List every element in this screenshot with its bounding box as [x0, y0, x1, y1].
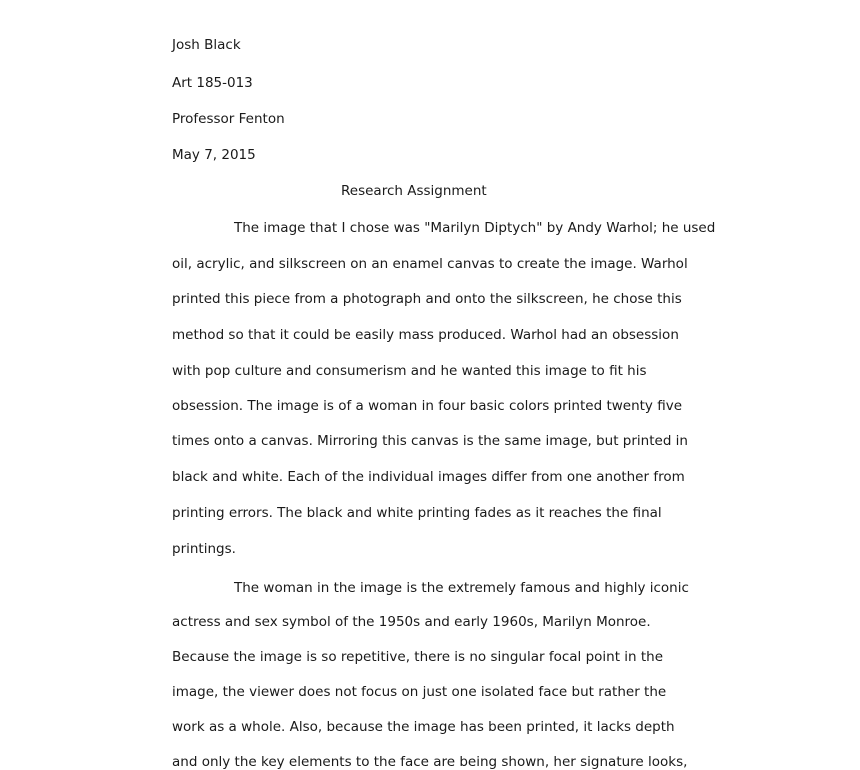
paragraph-1-line-8: black and white. Each of the individual images differ from one another from [172, 469, 685, 485]
paragraph-1-line-9: printing errors. The black and white printing fades as it reaches the final [172, 505, 662, 521]
paragraph-1-line-4: method so that it could be easily mass produced. Warhol had an obsession [172, 327, 679, 343]
document-title: Research Assignment [341, 183, 487, 199]
assignment-date: May 7, 2015 [172, 147, 256, 163]
paragraph-2-line-1: The woman in the image is the extremely famous and highly iconic [234, 580, 689, 596]
paragraph-1-line-10: printings. [172, 541, 236, 557]
paragraph-1-line-2: oil, acrylic, and silkscreen on an enamel canvas to create the image. Warhol [172, 256, 688, 272]
paragraph-1-line-3: printed this piece from a photograph and onto the silkscreen, he chose this [172, 291, 682, 307]
paragraph-1-line-6: obsession. The image is of a woman in four basic colors printed twenty five [172, 398, 683, 414]
course-number: Art 185-013 [172, 75, 253, 91]
paragraph-2-line-6: and only the key elements to the face are being shown, her signature looks, [172, 754, 688, 770]
paragraph-2-line-5: work as a whole. Also, because the image has been printed, it lacks depth [172, 719, 675, 735]
paragraph-2-line-4: image, the viewer does not focus on just one isolated face but rather the [172, 684, 667, 700]
paragraph-1-line-7: times onto a canvas. Mirroring this canvas is the same image, but printed in [172, 433, 688, 449]
paragraph-1-line-5: with pop culture and consumerism and he wanted this image to fit his [172, 363, 647, 379]
professor-name: Professor Fenton [172, 111, 285, 127]
paragraph-2-line-3: Because the image is so repetitive, there is no singular focal point in the [172, 649, 664, 665]
paragraph-2-line-2: actress and sex symbol of the 1950s and early 1960s, Marilyn Monroe. [172, 614, 651, 630]
paragraph-1-line-1: The image that I chose was "Marilyn Diptych" by Andy Warhol; he used [234, 220, 716, 236]
author-name: Josh Black [172, 37, 241, 53]
